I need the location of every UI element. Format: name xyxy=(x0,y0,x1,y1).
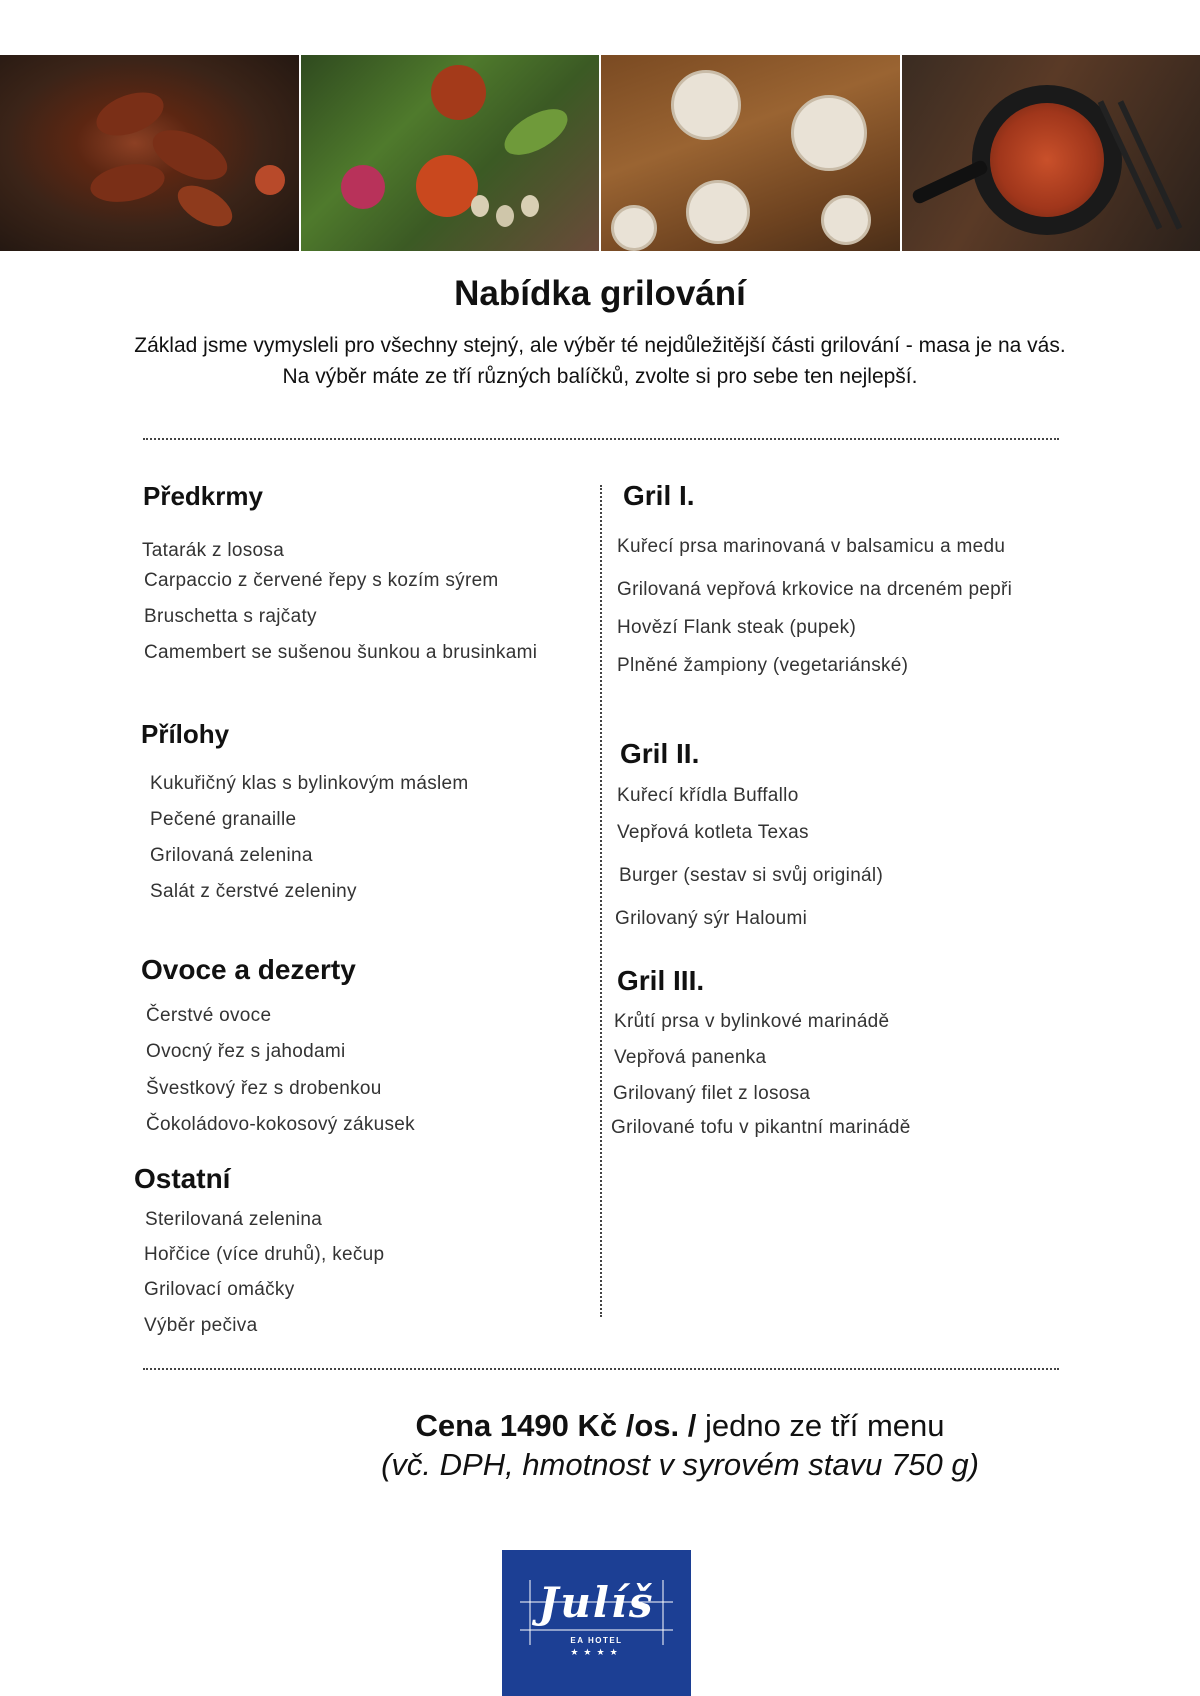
dotted-divider-top xyxy=(143,438,1059,440)
menu-item: Grilovaná vepřová krkovice na drceném pepři xyxy=(617,579,1013,600)
dotted-divider-vertical xyxy=(600,485,602,1317)
section-heading-gril-1: Gril I. xyxy=(623,480,695,511)
photo-banner xyxy=(0,55,1200,251)
price-line xyxy=(340,1408,1020,1444)
section-heading-ovoce: Ovoce a dezerty xyxy=(141,954,356,985)
menu-item: Vepřová panenka xyxy=(614,1047,767,1068)
menu-item: Kuřecí křídla Buffallo xyxy=(617,785,799,806)
menu-item: Grilované tofu v pikantní marinádě xyxy=(611,1117,911,1138)
section-heading-gril-3: Gril III. xyxy=(617,965,705,996)
intro-line-1: Základ jsme vymysleli pro všechny stejný, ale výběr té nejdůležitější části grilování - masa je na vás. xyxy=(134,334,1066,357)
intro-line-2: Na výběr máte ze tří různých balíčků, zvolte si pro sebe ten nejlepší. xyxy=(282,365,918,388)
menu-item: Bruschetta s rajčaty xyxy=(144,606,317,627)
photo-vegetables xyxy=(299,55,600,251)
menu-item: Švestkový řez s drobenkou xyxy=(146,1078,382,1099)
section-heading-ostatni: Ostatní xyxy=(134,1163,231,1194)
menu-item: Grilovaný sýr Haloumi xyxy=(615,908,808,929)
price-amount: Cena 1490 Kč /os. / xyxy=(415,1408,697,1443)
price-vat-note: (vč. DPH, hmotnost v syrovém stavu 750 g) xyxy=(381,1447,979,1482)
menu-item: Hovězí Flank steak (pupek) xyxy=(617,617,857,638)
menu-item: Camembert se sušenou šunkou a brusinkami xyxy=(144,642,538,663)
menu-item: Sterilovaná zelenina xyxy=(145,1209,323,1230)
hotel-logo xyxy=(502,1550,691,1696)
menu-item: Kukuřičný klas s bylinkovým máslem xyxy=(150,773,469,794)
menu-item: Vepřová kotleta Texas xyxy=(617,822,809,843)
menu-item: Burger (sestav si svůj originál) xyxy=(619,865,884,886)
menu-item: Výběr pečiva xyxy=(144,1315,258,1336)
page-title: Nabídka grilování xyxy=(454,274,746,313)
menu-item: Tatarák z lososa xyxy=(142,540,285,561)
logo-stars: ★★★★ xyxy=(570,1647,623,1657)
photo-table-plates xyxy=(599,55,900,251)
photo-pan-dish xyxy=(900,55,1200,251)
menu-item: Carpaccio z červené řepy s kozím sýrem xyxy=(144,570,499,591)
dotted-divider-bottom xyxy=(143,1368,1059,1370)
photo-grilled-chicken xyxy=(0,55,299,251)
logo-wordmark: Julíš xyxy=(538,1578,655,1627)
menu-item: Ovocný řez s jahodami xyxy=(146,1041,346,1062)
menu-item: Plněné žampiony (vegetariánské) xyxy=(617,655,909,676)
menu-item: Čerstvé ovoce xyxy=(146,1005,272,1026)
menu-item: Salát z čerstvé zeleniny xyxy=(150,881,357,902)
logo-subtitle: EA HOTEL xyxy=(570,1636,623,1645)
menu-item: Grilovaná zelenina xyxy=(150,845,313,866)
section-heading-predkrmy: Předkrmy xyxy=(143,481,263,511)
menu-item: Pečené granaille xyxy=(150,809,297,830)
section-heading-gril-2: Gril II. xyxy=(620,738,700,769)
menu-item: Grilovaný filet z lososa xyxy=(613,1083,811,1104)
menu-item: Hořčice (více druhů), kečup xyxy=(144,1244,385,1265)
menu-item: Grilovací omáčky xyxy=(144,1279,295,1300)
price-menu-note: jedno ze tří menu xyxy=(696,1408,945,1443)
section-heading-prilohy: Přílohy xyxy=(141,719,230,749)
menu-item: Kuřecí prsa marinovaná v balsamicu a medu xyxy=(617,536,1006,557)
menu-item: Čokoládovo-kokosový zákusek xyxy=(146,1114,415,1135)
menu-item: Krůtí prsa v bylinkové marinádě xyxy=(614,1011,890,1032)
